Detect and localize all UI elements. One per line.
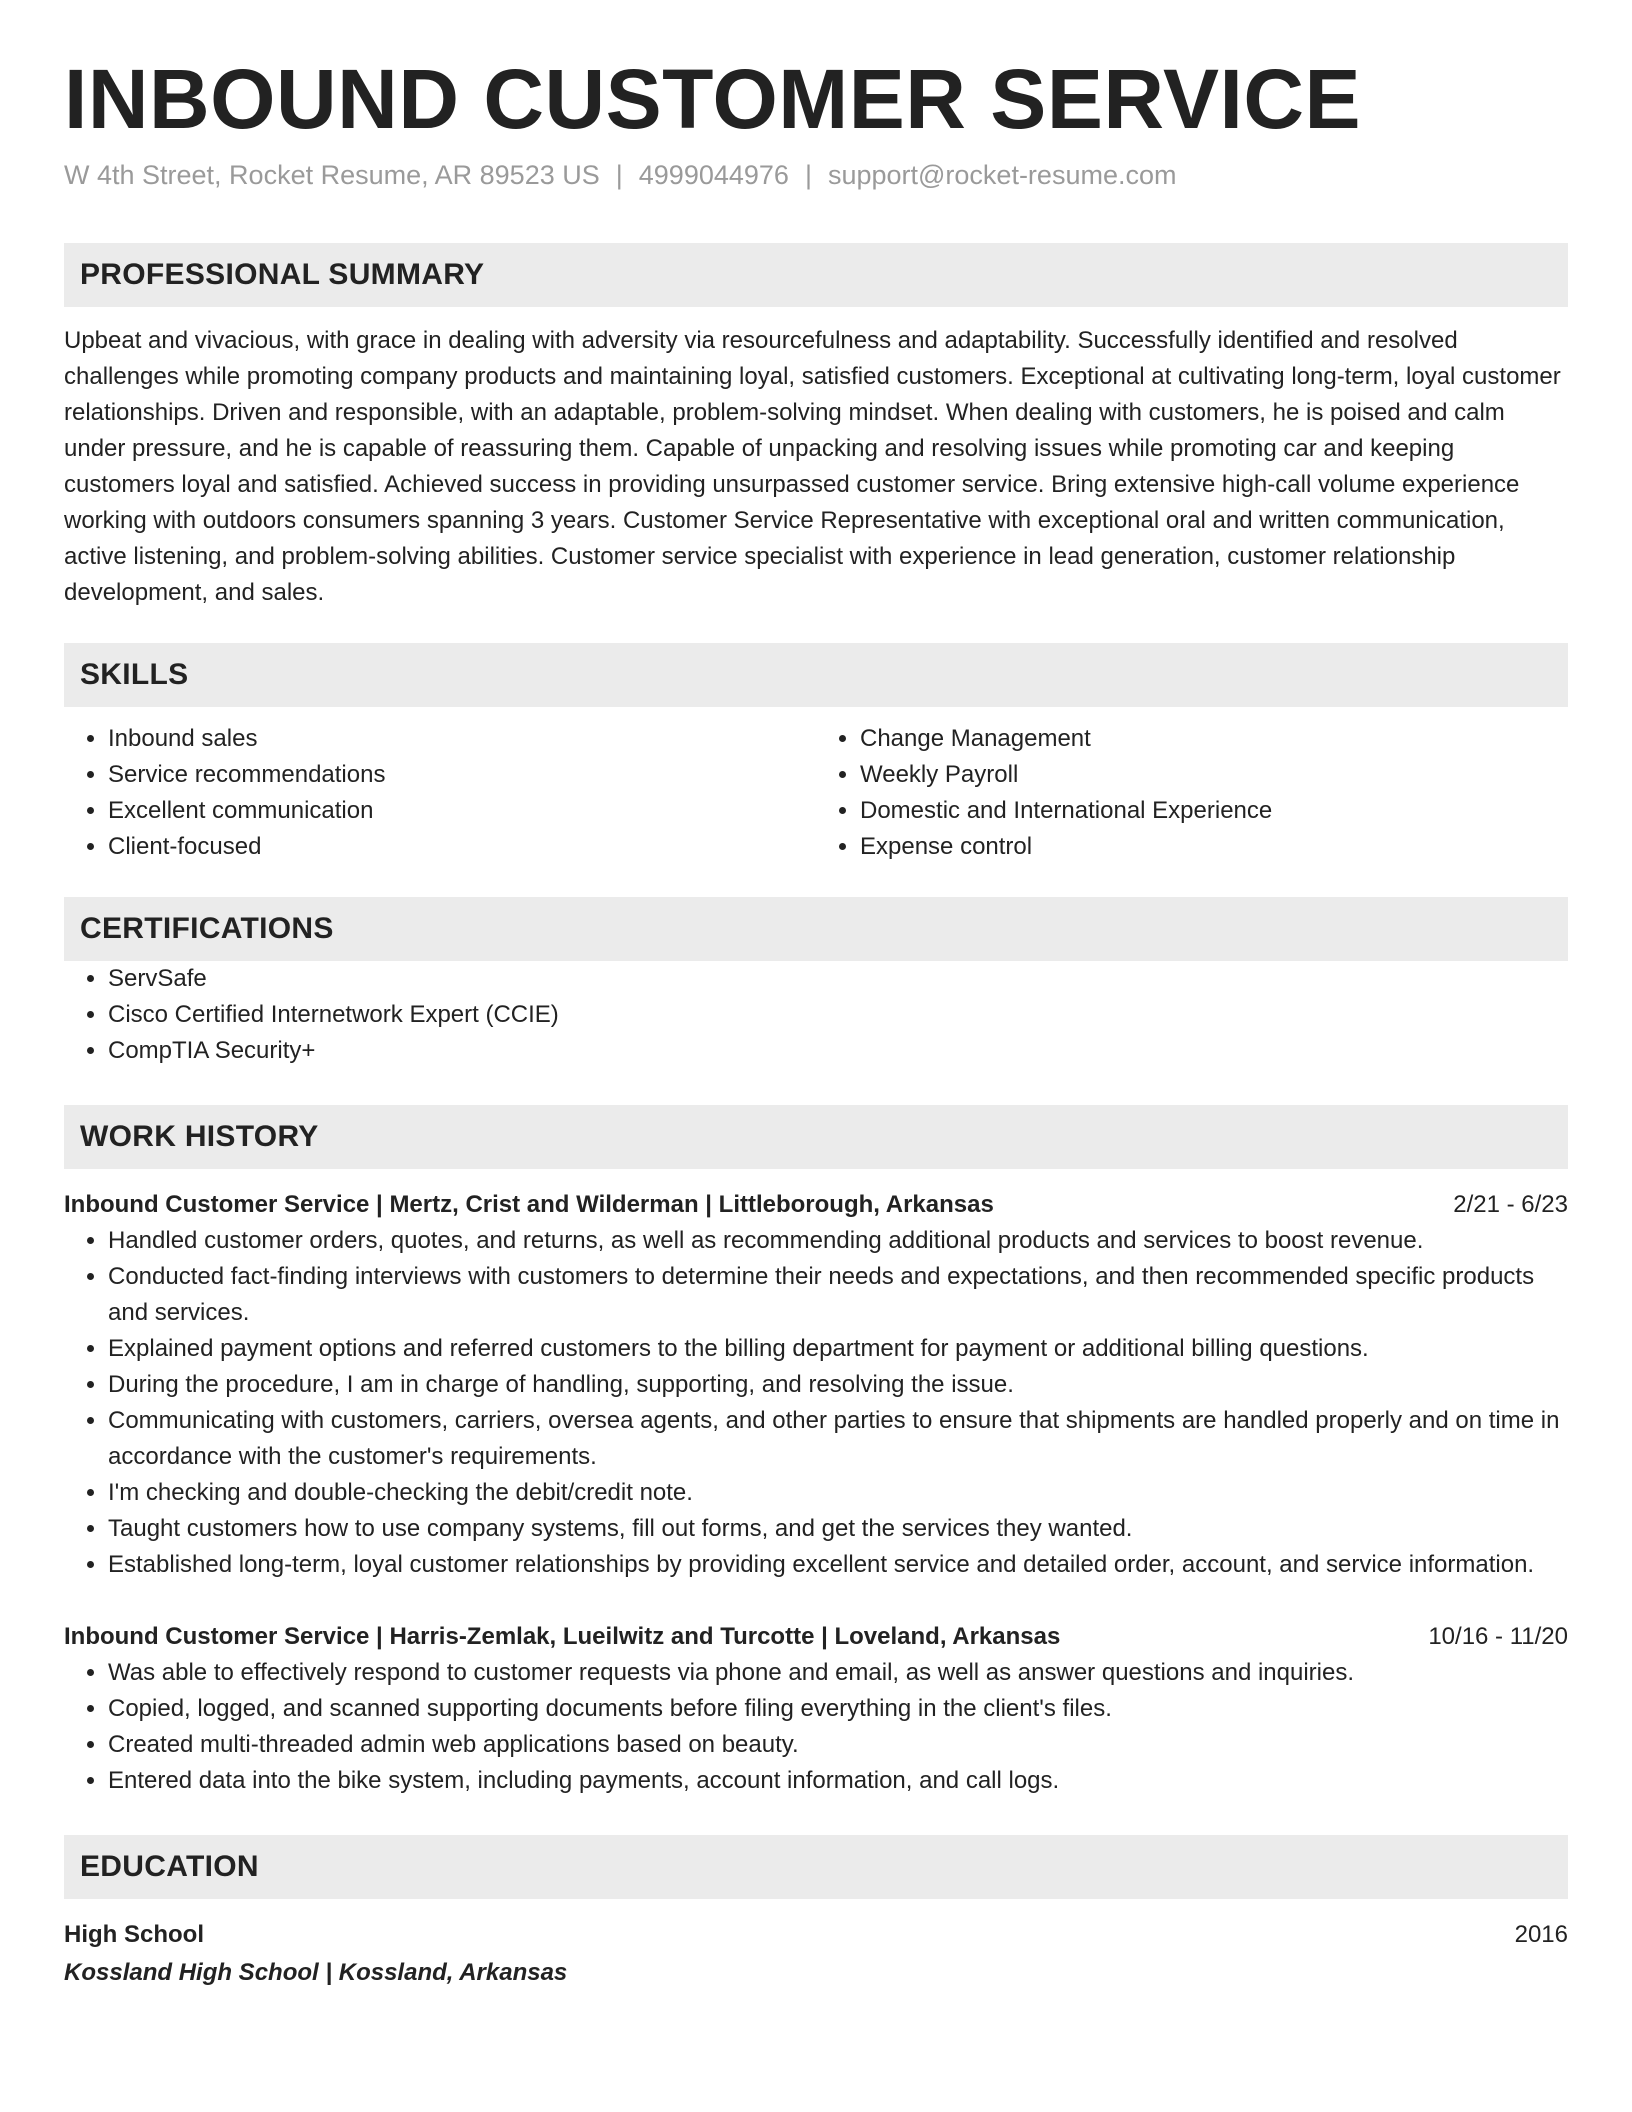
summary-text: Upbeat and vivacious, with grace in dealing with adversity via resourcefulness and adaptability. Successfully identified and resolved challenges while promoting company products and maintaining loyal, satisfied customers. Exceptional at cultivating long-term, loyal customer relationships. Driven and responsible, with an adaptable, problem-solving mindset. When dealing with customers, he is poised and calm under pressure, and he is capable of reassuring them. Capable of unpacking and resolving issues while promoting car and keeping customers loyal and satisfied. Achieved success in providing unsurpassed customer service. Bring extensive high-call volume experience working with outdoors consumers spanning 3 years. Customer Service Representative with exceptional oral and written communication, active listening, and problem-solving abilities. Customer service specialist with experience in lead generation, customer relationship development, and sales. [64,327,1561,607]
job-bullet: • Conducted fact-finding interviews with customers to determine their needs and expectations, and then recommended specific products and services. [108,1259,1568,1331]
job-dates: 2/21 - 6/23 [1453,1191,1568,1219]
job-bullets [64,1655,1568,1799]
summary-section [64,243,1568,611]
job-entry [64,1619,1568,1799]
certifications-heading: CERTIFICATIONS [64,897,1568,961]
job-title: Inbound Customer Service | Harris-Zemlak, Lueilwitz and Turcotte | Loveland, Arkansas [64,1623,1061,1651]
education-entry [64,1917,1568,1993]
education-section [64,1835,1568,1993]
job-bullet: • I'm checking and double-checking the debit/credit note. [108,1475,1568,1511]
skill-item: • Inbound sales [108,721,816,757]
job-header [64,1187,1568,1223]
job-bullet: • During the procedure, I am in charge of handling, supporting, and resolving the issue. [108,1367,1568,1403]
education-header [64,1917,1568,1953]
job-bullet: • Created multi-threaded admin web applications based on beauty. [108,1727,1568,1763]
skill-item: • Domestic and International Experience [860,793,1568,829]
skills-grid [64,721,1568,865]
certifications-section [64,897,1568,1069]
job-entry [64,1187,1568,1583]
job-bullet: • Established long-term, loyal customer relationships by providing excellent service and detailed order, account, and service information. [108,1547,1568,1583]
job-bullet: • Entered data into the bike system, including payments, account information, and call logs. [108,1763,1568,1799]
work-history-section [64,1105,1568,1799]
summary-heading: PROFESSIONAL SUMMARY [64,243,1568,307]
skill-item: • Client-focused [108,829,816,865]
education-heading: EDUCATION [64,1835,1568,1899]
skills-column-right [816,721,1568,865]
skill-item: • Weekly Payroll [860,757,1568,793]
job-bullet: • Handled customer orders, quotes, and returns, as well as recommending additional products and services to boost revenue. [108,1223,1568,1259]
skill-item: • Change Management [860,721,1568,757]
education-degree: High School [64,1921,204,1949]
job-header [64,1619,1568,1655]
job-bullet: • Explained payment options and referred customers to the billing department for payment or additional billing questions. [108,1331,1568,1367]
resume-name: INBOUND CUSTOMER SERVICE [64,52,1362,146]
job-title: Inbound Customer Service | Mertz, Crist and Wilderman | Littleborough, Arkansas [64,1191,994,1219]
contact-separator: | [615,160,623,191]
skills-heading: SKILLS [64,643,1568,707]
contact-phone: 4999044976 [638,160,789,191]
skill-item: • Expense control [860,829,1568,865]
certifications-list [64,961,1568,1069]
contact-address: W 4th Street, Rocket Resume, AR 89523 US [64,160,600,191]
skill-item: • Excellent communication [108,793,816,829]
education-year: 2016 [1514,1921,1568,1949]
contact-email: support@rocket-resume.com [827,160,1177,191]
job-bullet: • Was able to effectively respond to customer requests via phone and email, as well as answer questions and inquiries. [108,1655,1568,1691]
skills-section [64,643,1568,865]
contact-line [64,158,1568,193]
contact-separator: | [804,160,812,191]
education-school: Kossland High School | Kossland, Arkansas [64,1959,568,1987]
certification-item: • CompTIA Security+ [108,1033,1568,1069]
job-dates: 10/16 - 11/20 [1428,1623,1568,1651]
job-bullet: • Copied, logged, and scanned supporting documents before filing everything in the client's files. [108,1691,1568,1727]
job-bullets [64,1223,1568,1583]
skills-list-right [816,721,1568,865]
skill-item: • Service recommendations [108,757,816,793]
skills-column-left [64,721,816,865]
certification-item: • ServSafe [108,961,1568,997]
work-history-heading: WORK HISTORY [64,1105,1568,1169]
certification-item: • Cisco Certified Internetwork Expert (CCIE) [108,997,1568,1033]
job-bullet: • Taught customers how to use company systems, fill out forms, and get the services they wanted. [108,1511,1568,1547]
job-bullet: • Communicating with customers, carriers, oversea agents, and other parties to ensure that shipments are handled properly and on time in accordance with the customer's requirements. [108,1403,1568,1475]
skills-list-left [64,721,816,865]
